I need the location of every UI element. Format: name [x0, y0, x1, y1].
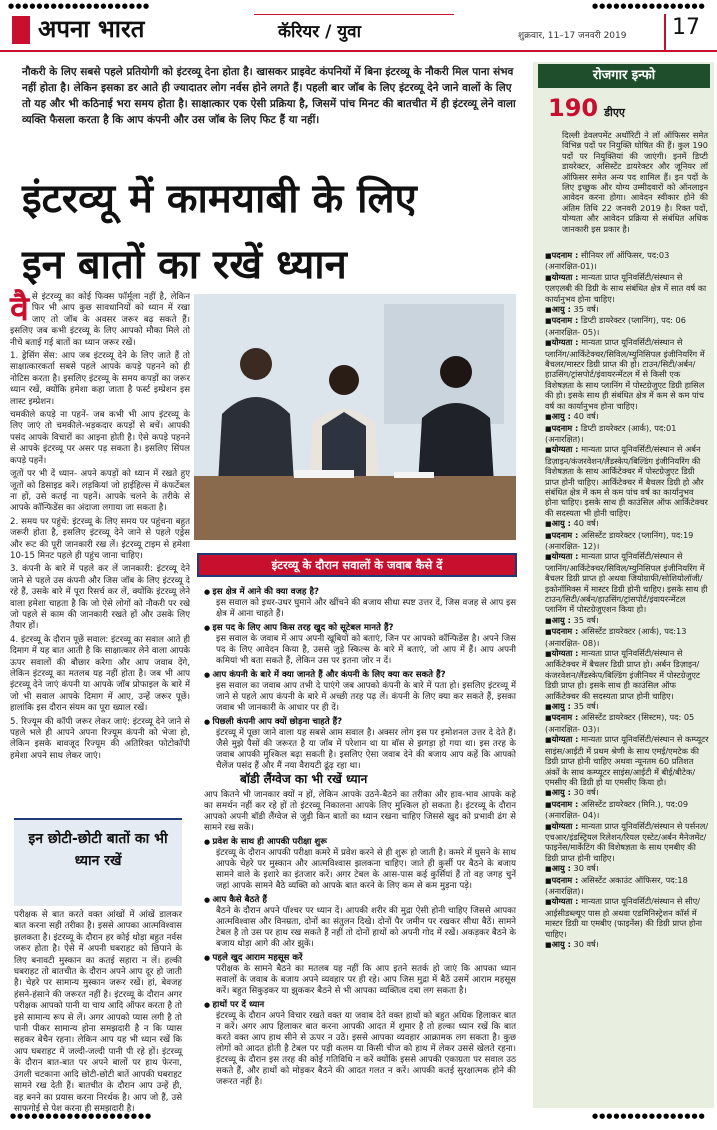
main-headline	[22, 166, 527, 298]
post-entry	[545, 615, 709, 626]
headline-line-1: इंटरव्यू में कामयाबी के लिए	[22, 176, 417, 222]
left-article-column	[10, 289, 190, 764]
bottom-registration-marks-right: ●●●●●●●●●●●●●●●●	[592, 1112, 706, 1120]
post-field-label: ■ योग्यता :	[545, 896, 578, 906]
post-entry	[545, 518, 709, 529]
body-language-subhead: ● हाथों पर दें ध्यान	[204, 1000, 516, 1011]
post-entry	[545, 896, 709, 939]
tips-box	[14, 818, 182, 906]
newspaper-logo	[10, 10, 170, 48]
qa-question: ● पिछली कंपनी आप क्यों छोड़ना चाहते हैं?	[204, 717, 516, 728]
body-language-text: इंटरव्यू के दौरान अपने विचार रखते वक्त या जवाब देते वक्त हाथों को बहुत अधिक हिलाकर बात न करें। अगर आप हिलाकर बात करना आपकी आदत में शुमार है तो हल्का ध्यान रखें कि बात करते वक्त आप हाथ सीने से ऊपर न उठें। इससे आपका व्यवहार आक्रामक लग सकता है। कुछ लोगों को आदत होती है टेबल पर पड़ी कलम या किसी चीज को हाथ में लेकर उससे खेलते रहना। इंटरव्यू के दौरान इस तरह की कोई गतिविधि न करें क्योंकि इससे आपकी एकाग्रता पर सवाल उठ सकते हैं, और हाथों को मोड़कर बैठने की आदत गलत न करें। आपकी कतई सुरक्षात्मक होने की जरूरत नहीं है।	[216, 1011, 516, 1087]
qa-question: ● इस क्षेत्र में आने की क्या वजह है?	[204, 587, 516, 598]
qa-answer: इस सवाल को इधर-उधर घुमाने और खींचने की बजाय सीधा स्पष्ट उत्तर दें, जिस वजह से आप इस क्षेत्र में आना चाहते हैं।	[216, 598, 516, 619]
post-entry	[545, 626, 709, 648]
logo-mark-icon	[12, 16, 30, 44]
page-number: 17	[672, 15, 700, 40]
sidebar-intro: दिल्ली डेवलपमेंट अथॉरिटी ने लॉ ऑफिसर समेत विभिन्न पदों पर नियुक्ति घोषित की हैं। कुल 190 पदों पर नियुक्तियां की जाएंगी। इनमें डिप्टी डायरेक्टर, असिस्टेंट डायरेक्टर और जूनियर लॉ ऑफिसर समेत अन्य पद शामिल हैं। इन पदों के लिए इच्छुक और योग्य उम्मीदवारों को ऑनलाइन आवेदन करना होगा। आवेदन स्वीकार होने की अंतिम तिथि 22 जनवरी 2019 है। रिक्त पदों, योग्यता और आवेदन प्रक्रिया से संबंधित अधिक जानकारी इस प्रकार है।	[562, 130, 708, 234]
post-field-value: मान्यता प्राप्त यूनिवर्सिटी/संस्थान से एलएलबी की डिग्री के साथ संबंधित क्षेत्र में सात वर्ष का कार्यानुभव होना चाहिए।	[545, 271, 707, 304]
qa-section-banner	[197, 553, 517, 577]
body-language-text: बैठने के दौरान अपने पॉश्चर पर ध्यान दें। आपकी शरीर की मुद्रा ऐसी होनी चाहिए जिससे आपका आत्मविश्वास और विनम्रता, दोनों का संतुलन दिखे। दोनों पैर जमीन पर रखकर सीधा बैठें। सामने टेबल है तो उस पर हाथ रख सकते हैं नहीं तो दोनों हाथों को अपनी गोद में रखें। अकड़कर बैठने के बजाय थोड़ा आगे की ओर झुकें।	[216, 906, 516, 949]
body-language-intro: आप कितने भी जानकार क्यों न हों, लेकिन आपके उठने-बैठने का तरीका और हाव-भाव आपके कहे का समर्थन नहीं कर रहे हों तो इंटरव्यू निकालना आपके लिए मुश्किल हो सकता है। इंटरव्यू के दौरान आपको अपनी बॉडी लैंग्वेज से जुड़ी किन बातों का ध्यान रखना चाहिए जिससे खुद को प्रभावी ढंग से सामने रख सकें।	[204, 790, 516, 833]
post-field-value: 35 वर्ष।	[573, 701, 599, 712]
post-field-value: मान्यता प्राप्त यूनिवर्सिटी/संस्थान से कम्प्यूटर साइंस/आईटी में प्रथम श्रेणी के साथ एमई/एमटेक की डिग्री प्राप्त होनी चाहिए अथवा न्यूनतम 60 प्रतिशत अंकों के साथ कम्प्यूटर साइंस/आईटी में बीई/बीटेक/एमसीए की डिग्री हो या एमसीए किया हो।	[545, 734, 709, 787]
masthead	[0, 14, 717, 52]
qa-question: ● इस पद के लिए आप किस तरह खुद को सूटेबल मानते हैं?	[204, 623, 516, 634]
post-field-label: ■ पदनाम :	[545, 626, 578, 636]
article-paragraph: से इंटरव्यू का कोई फिक्स फॉर्मूला नहीं है, लेकिन फिर भी आप कुछ सावधानियों को ध्यान में रखा जाए तो जॉब के अवसर जरूर बढ़ सकते हैं। इसलिए जब कभी इंटरव्यू के लिए आपको मौका मिले तो नीचे बताई गई बातों का ध्यान जरूर रखें।	[10, 292, 190, 348]
post-field-value: असिस्टेंट अकाउंट ऑफिसर, पद:18 (अनारक्षित)।	[545, 874, 688, 896]
post-field-value: 35 वर्ष।	[573, 614, 599, 625]
post-field-value: 30 वर्ष।	[573, 939, 599, 949]
vacancy-count	[548, 94, 625, 122]
post-entry	[545, 648, 709, 701]
post-entry	[545, 411, 709, 422]
post-field-value: डिप्टी डायरेक्टर (प्लानिंग), पद: 06 (अनारक्षित- 05)।	[545, 315, 686, 337]
post-field-label: ■ आयु :	[545, 518, 571, 528]
post-field-label: ■ योग्यता :	[545, 444, 578, 454]
body-language-article	[204, 790, 516, 1088]
post-field-label: ■ पदनाम :	[545, 799, 578, 809]
post-field-value: मान्यता प्राप्त यूनिवर्सिटी/संस्थान से अर्बन डिज़ाइन/कंजरवेशन/लैंडस्केप/बिल्डिंग इंजीनियरिंग की विशेषज्ञता के साथ आर्किटेक्चर में पोस्टग्रेजुएट डिग्री प्राप्त होनी चाहिए। आर्किटेक्चर में बैचलर डिग्री हो और संबंधित क्षेत्र में कम से कम पांच वर्ष का कार्यानुभव होना चाहिए। इसके साथ ही काउंसिल ऑफ आर्किटेक्चर की सदस्यता भी होनी चाहिए।	[545, 444, 708, 518]
post-field-label: ■ आयु :	[545, 701, 571, 711]
post-entry	[545, 423, 709, 445]
post-field-label: ■ आयु :	[545, 863, 571, 873]
drop-cap: वै	[10, 289, 29, 329]
tips-box-title: इन छोटी-छोटी बातों का भी ध्यान रखें	[28, 831, 168, 869]
issue-date: शुक्रवार, 11–17 जनवरी 2019	[518, 31, 627, 41]
post-field-value: मान्यता प्राप्त यूनिवर्सिटी/संस्थान से पर्सनल/एचआर/इंडस्ट्रियल रिलेशन/रियल एस्टेट/अर्बन मैनेजमेंट/फाइनेंस/मार्केटिंग की विशेषज्ञता के साथ एमबीए की डिग्री प्राप्त होनी चाहिए।	[545, 820, 709, 863]
post-entry	[545, 863, 709, 874]
post-list	[545, 250, 709, 950]
article-paragraph: 1. ड्रेसिंग सेंस: आप जब इंटरव्यू देने के लिए जाते हैं तो साक्षात्कारकर्ता सबसे पहले आपके कपड़े पहनने को ही नोटिस करता है। इसलिए इंटरव्यू के समय कपड़ों का जरूर ध्यान रखें, क्योंकि हमेशा कहा जाता है फर्स्ट इम्प्रेशन इस लास्ट इम्प्रेशन।	[10, 351, 190, 407]
post-entry	[545, 315, 709, 337]
post-entry	[545, 250, 709, 272]
body-language-text: परीक्षक के सामने बैठने का मतलब यह नहीं कि आप इतने सतर्क हो जाएं कि आपका ध्यान सवालों के जवाब के बजाय अपने व्यवहार पर ही रहे। आप जिस मुद्रा में बैठें उसमें आराम महसूस करें। बहुत सिकुड़कर या झुककर बैठने से भी आपका व्यक्तित्व दबा लग सकता है।	[216, 964, 516, 996]
tips-box-body: परीक्षक से बात करते वक्त आंखों में आंखें डालकर बात करना सही तरीका है। इससे आपका आत्मविश्वास झलकता है। इंटरव्यू के दौरान हर कोई थोड़ा बहुत नर्वस जरूर होता है। ऐसे में अपनी घबराहट को छिपाने के लिए बनावटी मुस्कान का कतई सहारा न लें। हल्की घबराहट तो बातचीत के दौरान अपने आप दूर हो जाती है। चेहरे पर सामान्य मुस्कान जरूर रखें। हां, बेवजह हंसने-हंसाने की जरूरत नहीं है। इंटरव्यू के दौरान अगर परीक्षक आपको पानी या चाय आदि ऑफर करता है तो इसे सामान्य रूप से लें। अगर आपको प्यास लगी है तो पानी पीकर सामान्य होना समझदारी है न कि प्यास सहकर बेचैन रहना। लेकिन आप यह भी ध्यान रखें कि आप घबराहट में जल्दी-जल्दी पानी पी रहे हों। इंटरव्यू के दौरान बात-बात पर अपने बालों पर हाथ फेरना, उंगली चटकाना आदि छोटी-छोटी बातें आपकी घबराहट सामने रख देती हैं। बातचीत के दौरान आप उन्हें ही, वह बनने का प्रयास करना निरर्थक है। आप जो हैं, उसे साफगोई से पेश करना ही समझदारी है।	[14, 910, 182, 1114]
post-field-label: ■ योग्यता :	[545, 272, 578, 282]
post-field-value: असिस्टेंट डायरेक्टर (मिनि.), पद:09 (अनारक्षित- 04)।	[545, 798, 689, 821]
post-field-value: 40 वर्ष।	[573, 518, 599, 529]
section-divider	[254, 14, 454, 15]
qa-list	[204, 584, 516, 772]
post-field-value: असिस्टेंट डायरेक्टर (प्लानिंग), पद:19 (अनारक्षित- 12)।	[545, 529, 694, 551]
post-entry	[545, 939, 709, 950]
post-field-value: 30 वर्ष।	[573, 863, 599, 874]
vacancy-count-number: 190	[548, 94, 599, 122]
top-registration-marks-right: ●●●●●●●●●●●●●●●●	[592, 2, 706, 10]
body-language-title: बॉडी लैंग्वेज का भी रखें ध्यान	[240, 772, 368, 786]
post-entry	[545, 701, 709, 712]
qa-question: ● आप कंपनी के बारे में क्या जानते हैं और कंपनी के लिए क्या कर सकते हैं?	[204, 670, 516, 681]
post-field-label: ■ आयु :	[545, 615, 571, 625]
post-field-label: ■ योग्यता :	[545, 551, 578, 561]
post-field-label: ■ पदनाम :	[545, 530, 578, 540]
post-field-label: ■ योग्यता :	[545, 734, 578, 744]
post-field-value: 40 वर्ष।	[573, 411, 599, 422]
post-entry	[545, 821, 709, 864]
post-entry	[545, 787, 709, 798]
article-paragraph: 3. कंपनी के बारे में पहले कर लें जानकारी: इंटरव्यू देने जाने से पहले उस कंपनी और जिस जॉब के लिए इंटरव्यू दे रहे हैं, उसके बारे में पूरा रिसर्च कर लें, क्योंकि इंटरव्यू लेने वाला हमेशा चाहता है कि जो ऐसे लोगों को नौकरी पर रखे जो पहले से काम की जानकारी रखते हों और उसके लिए तैयार हों।	[10, 564, 190, 632]
interview-scene-illustration	[194, 294, 516, 540]
qa-answer: इस सवाल के जवाब में आप अपनी खूबियों को बताएं, जिन पर आपको कॉन्फिडेंस है। अपने जिस पद के लिए आवेदन किया है, उससे जुड़े स्किल्स के बारे में बताएं, जो आप में हैं। आप अपनी कमियां भी बता सकते हैं, लेकिन उस पर इतना जोर न दें।	[216, 634, 516, 666]
post-field-label: ■ योग्यता :	[545, 648, 578, 658]
vacancy-org-label: डीएए	[604, 106, 626, 119]
bottom-registration-marks: ●●●●●●●●●●●●●●●●●●●●	[10, 1112, 153, 1120]
post-entry	[545, 304, 709, 315]
top-registration-marks: ●●●●●●●●●●●●●●●●●●●●	[8, 2, 151, 10]
body-language-subhead: ● पहले खुद आराम महसूस करें	[204, 953, 516, 964]
post-entry	[545, 734, 709, 787]
post-entry	[545, 799, 709, 821]
post-field-label: ■ पदनाम :	[545, 315, 578, 325]
post-field-value: डिप्टी डायरेक्टर (आर्क), पद:01 (अनारक्षित)।	[545, 422, 677, 444]
logo-text: अपना भारत	[38, 15, 145, 43]
post-field-label: ■ आयु :	[545, 411, 571, 421]
post-field-label: ■ योग्यता :	[545, 821, 578, 831]
qa-section-title: इंटरव्यू के दौरान सवालों के जवाब कैसे दें	[199, 555, 515, 575]
post-entry	[545, 272, 709, 304]
section-title: कॅरियर / युवा	[278, 22, 361, 42]
article-paragraph: 4. इंटरव्यू के दौरान पूछें सवाल: इंटरव्यू का सवाल आते ही दिमाग में यह बात आती है कि साक्षात्कार लेने वाला आपके ऊपर सवालों की बौछार करेगा और आप जवाब देंगे, लेकिन इंटरव्यू का मतलब यह नहीं होता है। जब भी आप इंटरव्यू देने जाएं कंपनी या आपके जॉब प्रोफाइल के बारे में जो भी सवाल आपके दिमाग में आए, उन्हें जरूर पूछें। हालांकि इस दौरान संयम का पूरा ख्याल रखें।	[10, 634, 190, 714]
post-field-value: असिस्टेंट डायरेक्टर (आर्क), पद:13 (अनारक्षित- 08)।	[545, 626, 687, 648]
article-paragraph: 5. रिज्यूम की कॉपी जरूर लेकर जाएं: इंटरव्यू देने जाने से पहले भले ही आपने अपना रिज्यूम कंपनी को भेजा हो, लेकिन इसके बावजूद रिज्यूम की अतिरिक्त फोटोकॉपी हमेशा अपने साथ लेकर जाएं।	[10, 716, 190, 761]
qa-answer: इस सवाल का जवाब आप तभी दे पाएंगे जब आपको कंपनी के बारे में पता हो। इसलिए इंटरव्यू में जाने से पहले आप कंपनी के बारे में अच्छी तरह पढ़ लें। कंपनी के लिए क्या कर सकते हैं, इसका जवाब भी जानकारी के आधार पर ही दें।	[216, 681, 516, 713]
post-field-label: ■ पदनाम :	[545, 875, 578, 885]
post-field-label: ■ आयु :	[545, 304, 571, 314]
article-paragraph: जूतों पर भी दें ध्यान- अपने कपड़ों को ध्यान में रखते हुए जूतों को डिसाइड करें। लड़कियां जो हाईहिल्स में कंफर्टेबल ना हों, उसे कतई ना पहनें। आपके चलने के तरीके से आपके कॉन्फिडेंस का अंदाजा लगाया जा सकता है।	[10, 469, 190, 514]
post-field-value: मान्यता प्राप्त यूनिवर्सिटी/संस्थान से सीए/आईसीडब्ल्यूए पास हो अथवा एडमिनिस्ट्रेशन कॉर्स में मास्टर डिग्री या एमबीए (फाइनेंस) की डिग्री प्राप्त होना चाहिए।	[545, 896, 703, 939]
post-field-label: ■ पदनाम :	[545, 250, 578, 260]
intro-paragraph: नौकरी के लिए सबसे पहले प्रतियोगी को इंटरव्यू देना होता है। खासकर प्राइवेट कंपनियों में बिना इंटरव्यू के नौकरी मिल पाना संभव नहीं होता है। लेकिन इसका डर आते ही ज्यादातर लोग नर्वस होने लगते हैं। पहली बार जॉब के लिए इंटरव्यू देने जाने वालों के लिए तो यह और भी कठिनाई भरा समय होता है। साक्षात्कार एक ऐसी प्रक्रिया है, जिसमें पांच मिनट की बातचीत में ही इंटरव्यू लेने वाला व्यक्ति फैसला करता है कि आप कंपनी और उस जॉब के लिए फिट हैं या नहीं।	[22, 66, 516, 126]
post-field-label: ■ पदनाम :	[545, 712, 578, 722]
page-divider	[664, 14, 666, 50]
body-language-text: इंटरव्यू के दौरान आपकी परीक्षा कमरे में प्रवेश करने से ही शुरू हो जाती है। कमरे में घुसने के साथ आपके चेहरे पर मुस्कान और आत्मविश्वास झलकना चाहिए। जाते ही कुर्सी पर बैठने के बजाय सामने वाले के इशारे का इंतजार करें। अगर टेबल के आस-पास कई कुर्सियां हैं तो वह जगह चुनें जहां आपके सामने बैठे व्यक्ति को आपके बात करने के लिए कम से कम मुड़ना पड़े।	[216, 848, 516, 891]
post-entry	[545, 530, 709, 552]
post-entry	[545, 444, 709, 518]
headline-line-2: इन बातों का रखें ध्यान	[22, 242, 347, 288]
post-field-value: सीनियर लॉ ऑफिसर, पद:03 (अनारक्षित-01)।	[545, 250, 670, 272]
post-entry	[545, 551, 709, 614]
article-paragraph: चमकीले कपड़े ना पहनें- जब कभी भी आप इंटरव्यू के लिए जाएं तो चमकीले-भड़कदार कपड़ों से बचें। आपकी पसंद आपके विचारों का आइना होती है। ऐसे कपड़े पहनने से आपके इंटरव्यू पर असर पड़ सकता है। इसलिए सिंपल कपड़े पहनें।	[10, 410, 190, 466]
post-field-value: मान्यता प्राप्त यूनिवर्सिटी/संस्थान से प्लानिंग/आर्किटेक्चर/सिविल/म्युनिसिपल इंजीनियरिंग में बैचलर/मास्टर डिग्री प्राप्त की हो। टाउन/सिटी/अर्बन/हाउसिंग/ट्रांसपोर्ट/इंवायरन्मेंटल में से किसी एक विशेषज्ञता के साथ प्लानिंग में पोस्टग्रेजुएट डिग्री हासिल की हो। इसके साथ ही संबंधित क्षेत्र में कम से कम पांच वर्ष का कार्यानुभव होना चाहिए।	[545, 337, 705, 411]
post-field-value: 30 वर्ष।	[573, 787, 599, 798]
post-entry	[545, 337, 709, 411]
post-field-label: ■ आयु :	[545, 787, 571, 797]
post-field-label: ■ पदनाम :	[545, 423, 578, 433]
post-field-value: मान्यता प्राप्त यूनिवर्सिटी/संस्थान से प्लानिंग/आर्किटेक्चर/सिविल/म्युनिसिपल इंजीनियरिंग में बैचलर डिग्री प्राप्त हो अथवा जियोग्राफी/सोशियोलॉजी/इकोनॉमिक्स में मास्टर डिग्री होनी चाहिए। इसके साथ ही टाउन/सिटी/अर्बन/हाउसिंग/ट्रांसपोर्ट/इंवायरन्मेंटल प्लानिंग में पोस्टग्रेजुएशन किया हो।	[545, 551, 708, 615]
post-field-value: 35 वर्ष।	[573, 304, 599, 315]
post-entry	[545, 875, 709, 897]
article-paragraph: 2. समय पर पहुंचें: इंटरव्यू के लिए समय पर पहुंचना बहुत जरूरी होता है, इसलिए इंटरव्यू देने जाने से पहले एड्रेस और रूट की पूरी जानकारी रख लें। इंटरव्यू टाइम से हमेशा 10-15 मिनट पहले ही पहुंच जाना चाहिए।	[10, 516, 190, 561]
qa-answer: इंटरव्यू में पूछा जाने वाला यह सबसे आम सवाल है। अक्सर लोग इस पर इमोशनल उत्तर दे देते हैं। जैसे मुझे पैसों की जरूरत है या जॉब में परेशान था या बॉस से झगड़ा हो गया था। इस तरह के जवाब आपकी मुश्किल बढ़ा सकती है। इसलिए ऐसा जवाब देने की बजाय आप कहें कि आपको चैलेंज पसंद हैं और मैं नया वैरायटी ढूंढ़ रहा था।	[216, 728, 516, 771]
post-field-value: असिस्टेंट डायरेक्टर (सिस्टम), पद: 05 (अनारक्षित- 03)।	[545, 712, 695, 734]
body-language-subhead: ● आप कैसे बैठते हैं	[204, 895, 516, 906]
body-language-subhead: ● प्रवेश के साथ ही आपकी परीक्षा शुरू	[204, 837, 516, 848]
sidebar-header: रोजगार इन्फो	[538, 64, 710, 88]
post-field-label: ■ योग्यता :	[545, 337, 578, 347]
post-entry	[545, 712, 709, 734]
post-field-label: ■ आयु :	[545, 939, 571, 949]
post-field-value: मान्यता प्राप्त यूनिवर्सिटी/संस्थान से आर्किटेक्चर में बैचलर डिग्री प्राप्त हो। अर्बन डिज़ाइन/कंजरवेशन/लैंडस्केप/बिल्डिंग इंजीनियर में पोस्टग्रेजुएट डिग्री प्राप्त हो। इसके साथ ही काउंसिल ऑफ आर्किटेक्चर की सदस्यता प्राप्त होनी चाहिए।	[545, 648, 701, 701]
interview-photo	[194, 294, 516, 540]
